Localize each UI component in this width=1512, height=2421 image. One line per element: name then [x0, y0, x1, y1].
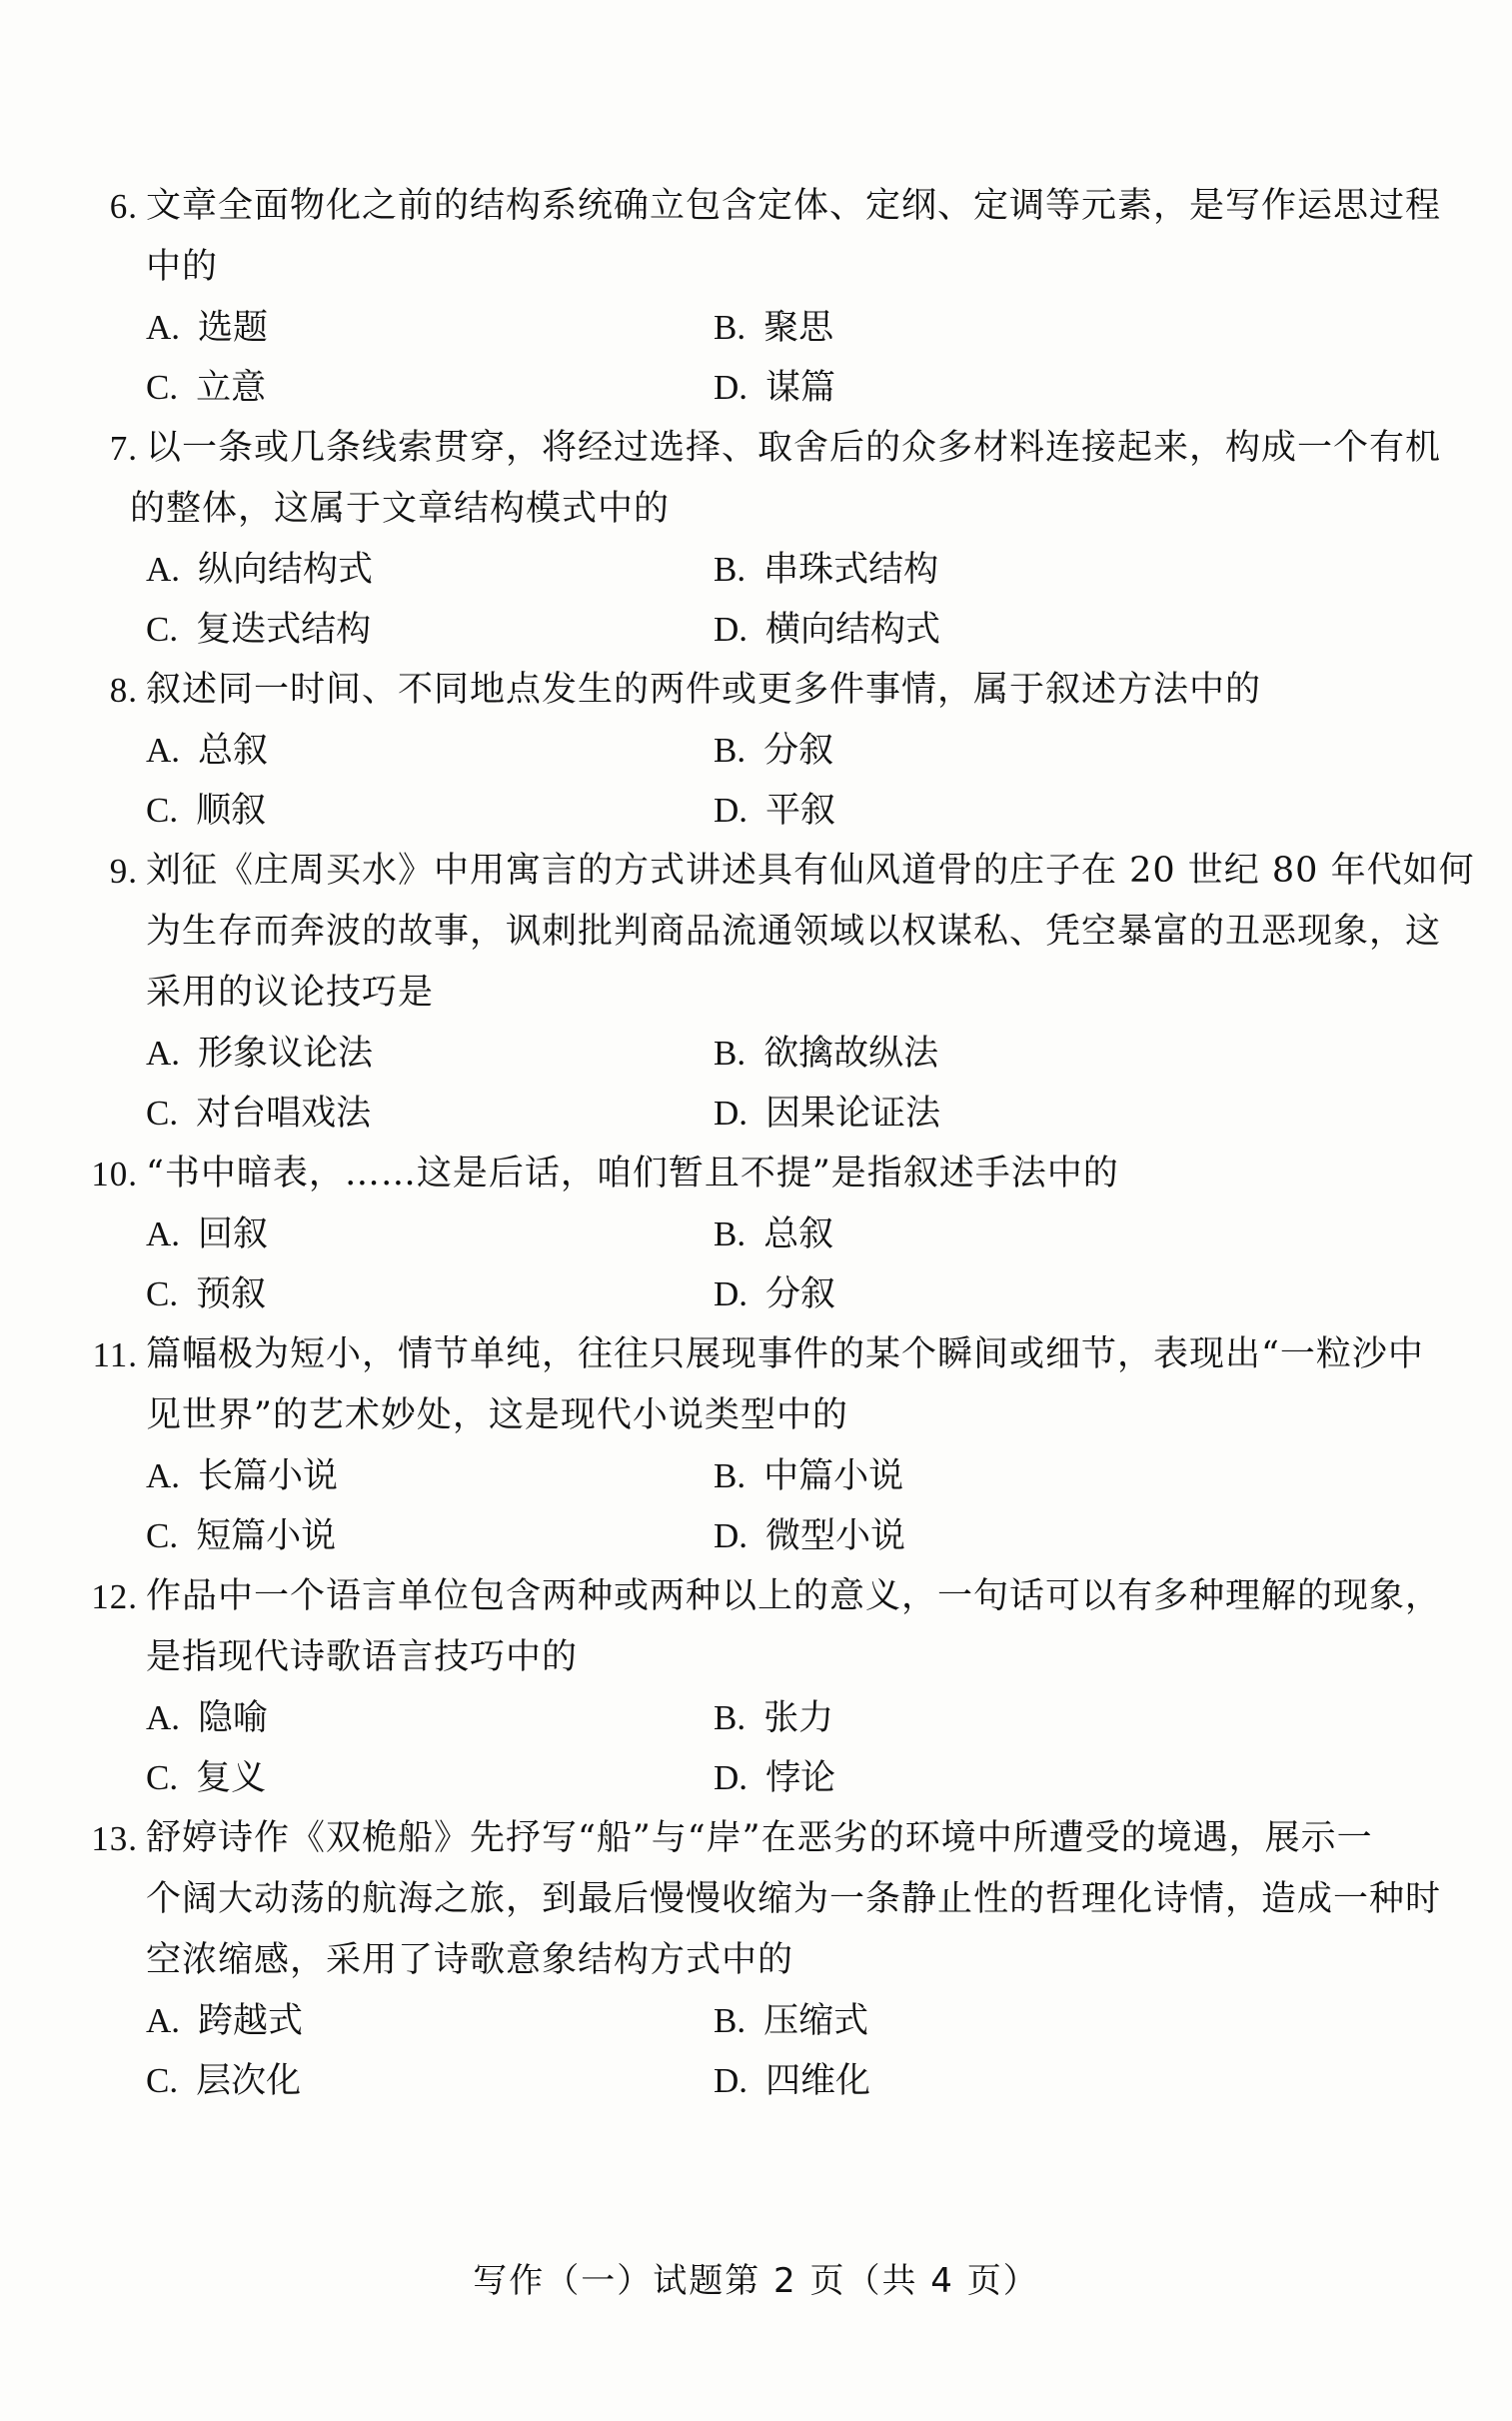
question-line: [0, 1869, 1512, 1930]
option-row: [0, 1748, 1512, 1808]
option-row: [0, 1264, 1512, 1324]
question-line: [0, 479, 1512, 540]
option-b: B. 总叙: [714, 1214, 834, 1254]
option-b: B. 张力: [714, 1698, 834, 1738]
page-footer: 写作（一）试题第 2 页（共 4 页）: [473, 2261, 1039, 2301]
question-8: [0, 660, 1512, 841]
question-line: [0, 418, 1512, 479]
option-c: C. 复迭式结构: [146, 610, 372, 650]
question-line: [0, 841, 1512, 902]
option-c: C. 预叙: [146, 1274, 267, 1314]
option-c: C. 对台唱戏法: [146, 1094, 372, 1134]
question-line: [0, 1144, 1512, 1205]
question-text: 为生存而奔波的故事，讽刺批判商品流通领域以权谋私、凭空暴富的丑恶现象，这: [146, 912, 1442, 952]
question-number: 8.: [109, 671, 138, 710]
question-line: [0, 1808, 1512, 1869]
option-row: [0, 1688, 1512, 1748]
option-d: D. 四维化: [714, 2061, 871, 2101]
question-7: [0, 418, 1512, 660]
option-d: D. 横向结构式: [714, 610, 941, 650]
question-number: 9.: [109, 852, 138, 891]
question-line: [0, 237, 1512, 298]
option-row: [0, 1446, 1512, 1506]
option-a: A. 长篇小说: [146, 1456, 339, 1496]
question-text: “书中暗表，……这是后话，咱们暂且不提”是指叙述手法中的: [146, 1154, 1119, 1194]
question-line: [0, 1627, 1512, 1688]
question-13: [0, 1808, 1512, 2111]
question-12: [0, 1566, 1512, 1808]
question-number: 6.: [109, 187, 138, 226]
question-number: 10.: [91, 1155, 138, 1194]
option-b: B. 压缩式: [714, 2001, 869, 2041]
option-a: A. 选题: [146, 308, 269, 348]
question-number: 13.: [91, 1819, 138, 1858]
question-line: [0, 660, 1512, 721]
question-text: 以一条或几条线索贯穿，将经过选择、取舍后的众多材料连接起来，构成一个有机: [146, 428, 1442, 468]
question-text: 是指现代诗歌语言技巧中的: [146, 1637, 579, 1677]
option-c: C. 短篇小说: [146, 1516, 337, 1556]
option-row: [0, 781, 1512, 841]
option-a: A. 隐喻: [146, 1698, 269, 1738]
question-line: [0, 1930, 1512, 1991]
question-line: [0, 963, 1512, 1024]
option-c: C. 顺叙: [146, 791, 267, 831]
question-line: [0, 902, 1512, 963]
option-d: D. 谋篇: [714, 368, 836, 408]
option-b: B. 欲擒故纵法: [714, 1034, 939, 1074]
option-d: D. 悖论: [714, 1758, 836, 1798]
question-text: 的整体，这属于文章结构模式中的: [130, 489, 671, 529]
question-6: [0, 176, 1512, 418]
exam-page: [0, 176, 1512, 2111]
question-text: 篇幅极为短小，情节单纯，往往只展现事件的某个瞬间或细节，表现出“一粒沙中: [146, 1334, 1424, 1374]
question-text: 中的: [146, 247, 219, 287]
option-a: A. 总叙: [146, 731, 269, 771]
option-c: C. 立意: [146, 368, 267, 408]
option-row: [0, 1991, 1512, 2051]
option-row: [0, 1506, 1512, 1566]
question-text: 舒婷诗作《双桅船》先抒写“船”与“岸”在恶劣的环境中所遭受的境遇，展示一: [146, 1818, 1373, 1858]
option-b: B. 分叙: [714, 731, 834, 771]
question-text: 文章全面物化之前的结构系统确立包含定体、定纲、定调等元素，是写作运思过程: [146, 186, 1442, 226]
option-a: A. 跨越式: [146, 2001, 304, 2041]
question-text: 刘征《庄周买水》中用寓言的方式讲述具有仙风道骨的庄子在 20 世纪 80 年代如何: [146, 851, 1475, 891]
question-line: [0, 1566, 1512, 1627]
option-b: B. 串珠式结构: [714, 550, 939, 590]
option-row: [0, 2051, 1512, 2111]
option-row: [0, 298, 1512, 358]
question-line: [0, 1324, 1512, 1385]
option-d: D. 平叙: [714, 791, 836, 831]
option-b: B. 聚思: [714, 308, 834, 348]
option-row: [0, 358, 1512, 418]
question-9: [0, 841, 1512, 1144]
option-c: C. 复义: [146, 1758, 267, 1798]
question-line: [0, 176, 1512, 237]
question-text: 采用的议论技巧是: [146, 973, 435, 1013]
option-row: [0, 1024, 1512, 1084]
option-b: B. 中篇小说: [714, 1456, 904, 1496]
option-row: [0, 721, 1512, 781]
option-a: A. 形象议论法: [146, 1034, 374, 1074]
option-row: [0, 600, 1512, 660]
question-text: 个阔大动荡的航海之旅，到最后慢慢收缩为一条静止性的哲理化诗情，造成一种时: [146, 1879, 1442, 1919]
option-a: A. 纵向结构式: [146, 550, 374, 590]
option-d: D. 分叙: [714, 1274, 836, 1314]
question-text: 作品中一个语言单位包含两种或两种以上的意义，一句话可以有多种理解的现象，: [146, 1576, 1442, 1616]
question-11: [0, 1324, 1512, 1566]
question-text: 空浓缩感，采用了诗歌意象结构方式中的: [146, 1940, 794, 1980]
question-number: 12.: [91, 1577, 138, 1616]
question-text: 见世界”的艺术妙处，这是现代小说类型中的: [146, 1395, 848, 1435]
question-number: 7.: [109, 429, 138, 468]
option-c: C. 层次化: [146, 2061, 302, 2101]
question-line: [0, 1385, 1512, 1446]
option-d: D. 因果论证法: [714, 1094, 941, 1134]
option-row: [0, 1084, 1512, 1144]
option-row: [0, 1205, 1512, 1264]
question-10: [0, 1144, 1512, 1324]
option-row: [0, 540, 1512, 600]
option-a: A. 回叙: [146, 1214, 269, 1254]
option-d: D. 微型小说: [714, 1516, 906, 1556]
question-number: 11.: [92, 1335, 138, 1374]
question-text: 叙述同一时间、不同地点发生的两件或更多件事情，属于叙述方法中的: [146, 670, 1262, 710]
